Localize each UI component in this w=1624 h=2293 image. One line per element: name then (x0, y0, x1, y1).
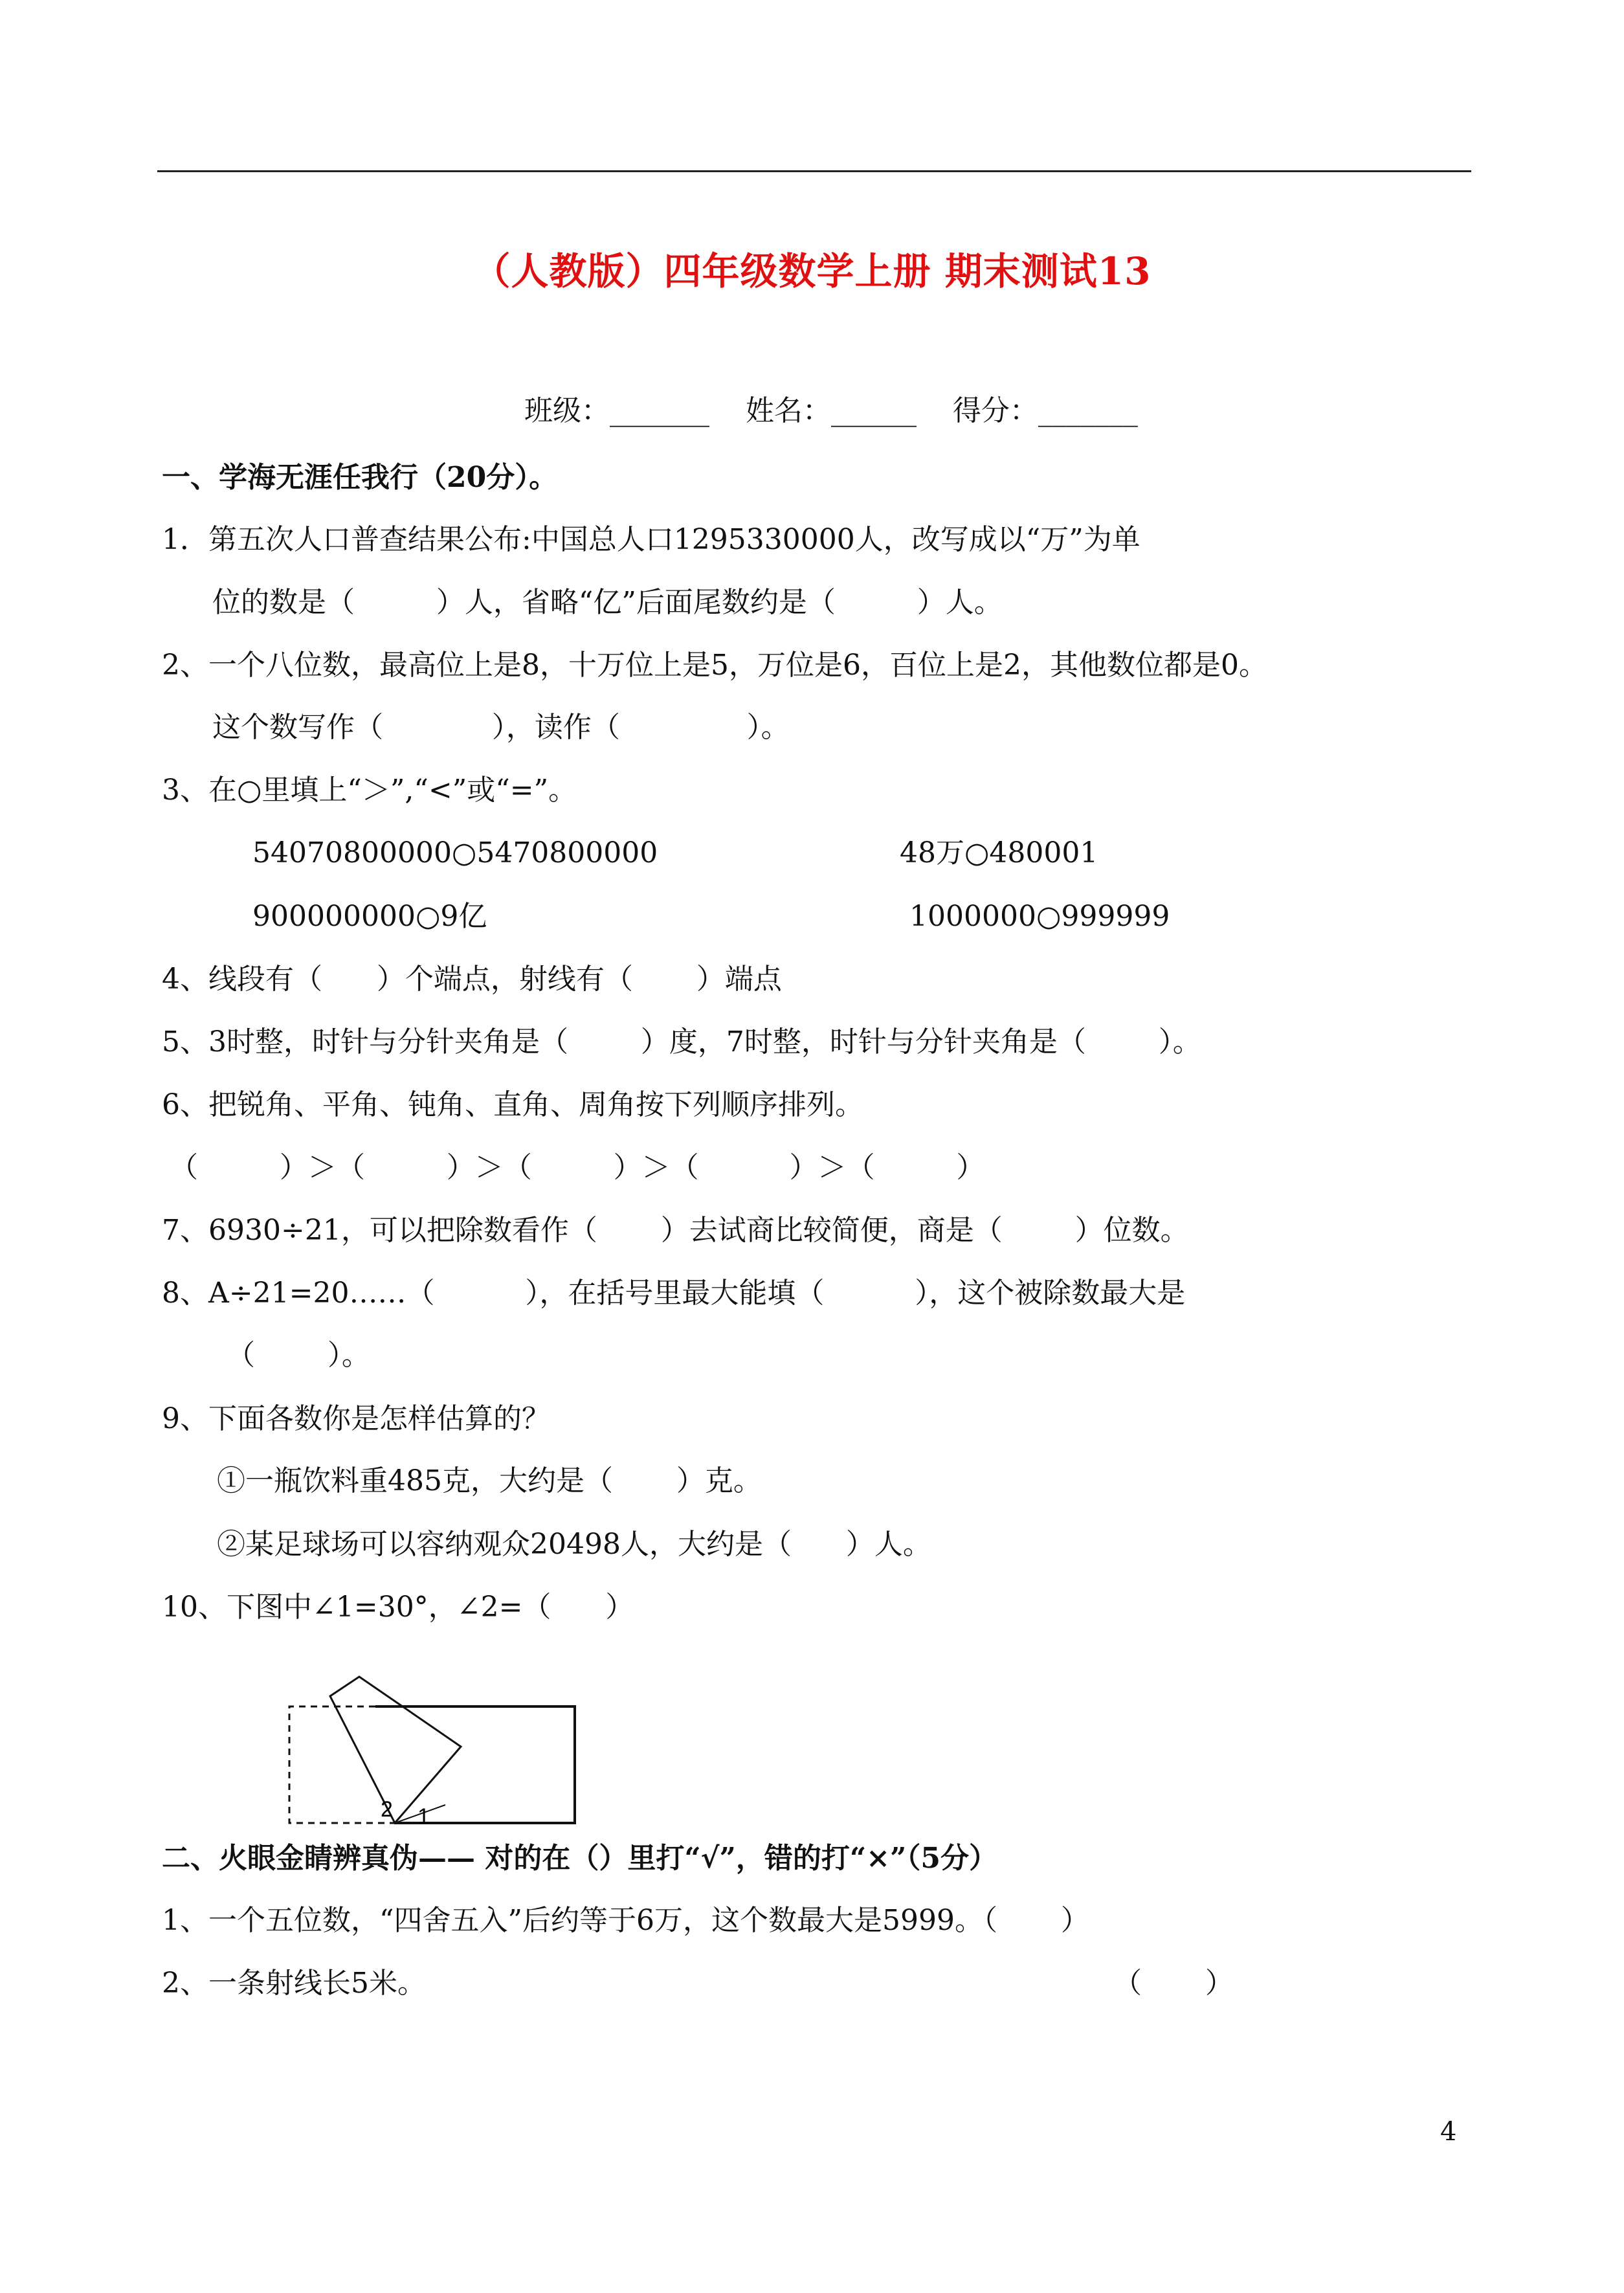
q2-line2: 这个数写作（ ），读作（ ）。 (212, 711, 790, 744)
q2-line1: 2、一个八位数，最高位上是8，十万位上是5，万位是6，百位上是2，其他数位都是0。 (162, 649, 1267, 682)
q6-blanks: （ ）＞（ ）＞（ ）＞（ ）＞（ ） (170, 1151, 985, 1184)
s2-q2-answer-blank: （ ） (1113, 1967, 1234, 2000)
section1-heading: 一、学海无涯任我行（20分）。 (162, 461, 558, 494)
q3-item-b: 48万○480001 (900, 836, 1098, 869)
folded-rectangle-figure (285, 1670, 583, 1839)
q5-text: 5、3时整，时针与分针夹角是（ ）度，7时整，时针与分针夹角是（ ）。 (162, 1025, 1201, 1058)
q8-line2: （ ）。 (227, 1339, 370, 1372)
angle-1-label: 1 (417, 1804, 430, 1829)
q1-line2: 位的数是（ ）人，省略“亿”后面尾数约是（ ）人。 (212, 586, 1003, 619)
q9-item-a: ①一瓶饮料重485克，大约是（ ）克。 (217, 1464, 762, 1497)
dashed-outline (289, 1706, 395, 1823)
q6-text: 6、把锐角、平角、钝角、直角、周角按下列顺序排列。 (162, 1088, 863, 1121)
q3-item-a: 54070800000○5470800000 (252, 836, 658, 869)
q7-text: 7、6930÷21，可以把除数看作（ ）去试商比较简便，商是（ ）位数。 (162, 1214, 1189, 1247)
student-info-fields: 班级：_______ 姓名：______ 得分：_______ (524, 394, 1138, 427)
angle-2-label: 2 (381, 1797, 393, 1822)
s2-q1-text: 1、一个五位数，“四舍五入”后约等于6万，这个数最大是5999。（ ） (162, 1904, 1089, 1937)
q10-text: 10、下图中∠1=30°，∠2=（ ） (162, 1591, 634, 1624)
section2-heading: 二、火眼金睛辨真伪—— 对的在（）里打“√”，错的打“×”（5分） (162, 1842, 997, 1875)
q1-line1: 1．第五次人口普查结果公布:中国总人口1295330000人，改写成以“万”为单 (162, 523, 1140, 556)
page-number: 4 (1440, 2117, 1457, 2147)
s2-q2-text: 2、一条射线长5米。 (162, 1967, 426, 2000)
folded-flap (330, 1677, 461, 1823)
q9-item-b: ②某足球场可以容纳观众20498人，大约是（ ）人。 (217, 1528, 931, 1561)
q3-text: 3、在○里填上“＞”,“<”或“=”。 (162, 774, 577, 807)
document-title: （人教版）四年级数学上册 期末测试13 (473, 249, 1151, 293)
q3-item-c: 900000000○9亿 (252, 900, 487, 933)
q8-line1: 8、A÷21=20……（ ），在括号里最大能填（ ），这个被除数最大是 (162, 1277, 1186, 1310)
q4-text: 4、线段有（ ）个端点，射线有（ ）端点 (162, 963, 782, 996)
rectangle-outline (375, 1706, 575, 1823)
q3-item-d: 1000000○999999 (909, 900, 1170, 933)
q9-text: 9、下面各数你是怎样估算的？ (162, 1402, 550, 1435)
header-rule (157, 170, 1471, 172)
